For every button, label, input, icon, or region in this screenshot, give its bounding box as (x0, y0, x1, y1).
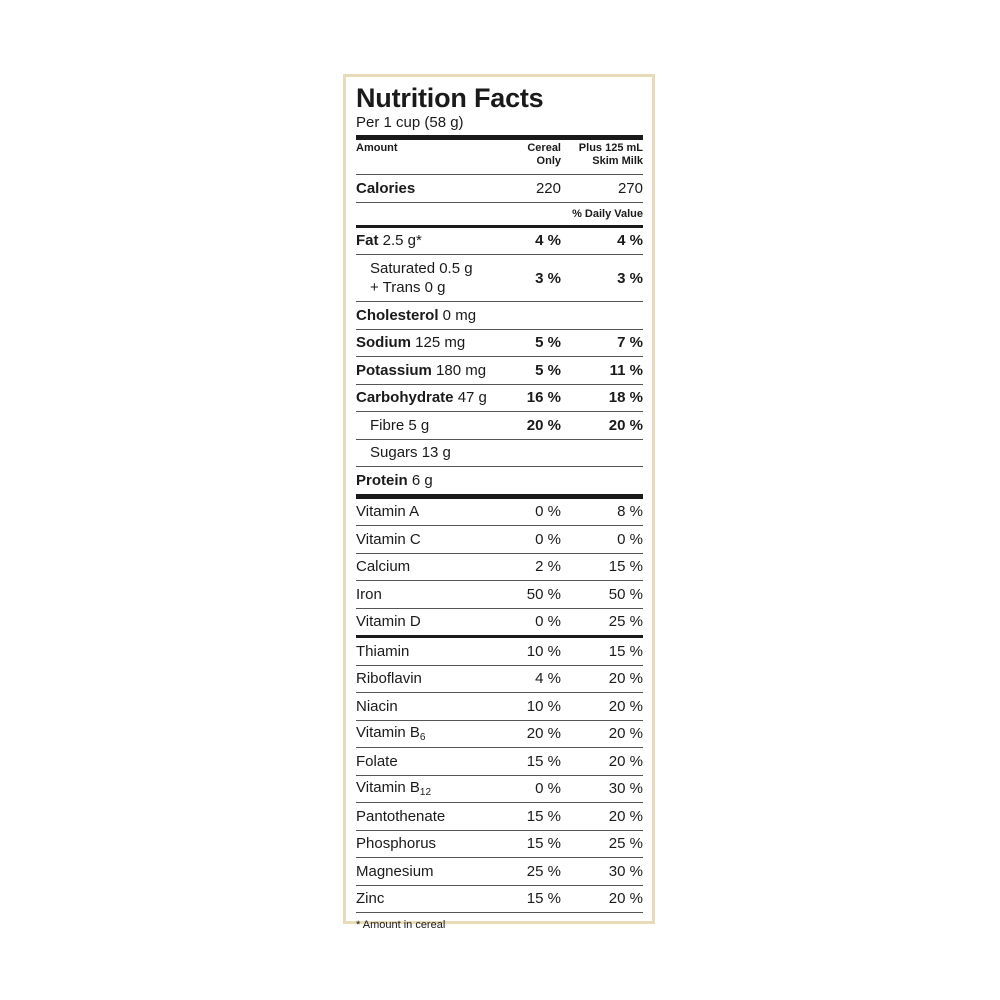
nutrient-row-saturated (356, 255, 643, 301)
dv-cereal: 0 % (535, 530, 561, 548)
nutrient-label: Carbohydrate (356, 389, 454, 407)
nutrient-amount: 2.5 g* (378, 232, 422, 250)
nutrient-name (356, 362, 503, 379)
vitamin-row (356, 776, 643, 803)
nutrient-row-potassium (356, 357, 643, 384)
with-milk-header-line2: Skim Milk (592, 155, 643, 167)
nutrient-name (356, 232, 503, 249)
dv-cereal: 15 % (526, 752, 561, 770)
amount-header: Amount (356, 142, 398, 154)
vitamin-label: Vitamin C (356, 530, 421, 548)
nutrient-label-line2: + Trans 0 g (370, 279, 446, 296)
dv-with-milk: 25 % (608, 835, 643, 853)
vitamin-subscript: 6 (419, 732, 426, 744)
dv-cereal: 0 % (535, 613, 561, 631)
dv-with-milk: 20 % (608, 890, 643, 908)
dv-with-milk: 20 % (608, 807, 643, 825)
vitamin-row (356, 666, 643, 693)
dv-cereal: 15 % (526, 890, 561, 908)
nutrient-amount: 125 mg (411, 334, 466, 352)
nutrient-label: Sodium (356, 334, 411, 352)
nutrient-amount: 0 mg (438, 306, 477, 324)
vitamin-label: Iron (356, 585, 382, 603)
dv-cereal: 10 % (526, 697, 561, 715)
vitamin-row (356, 526, 643, 553)
nutrient-row-sugars (356, 440, 643, 467)
vitamin-subscript: 12 (419, 787, 432, 799)
vitamin-label: Thiamin (356, 642, 410, 660)
vitamin-mineral-list (356, 499, 643, 914)
nutrient-row-fat (356, 228, 643, 255)
vitamin-row (356, 554, 643, 581)
with-milk-header-line1: Plus 125 mL (578, 142, 643, 154)
nutrient-row-protein (356, 467, 643, 494)
nutrition-facts-label (343, 74, 655, 931)
daily-value-label: % Daily Value (572, 207, 643, 220)
label-title: Nutrition Facts (356, 83, 544, 113)
vitamin-name (356, 779, 503, 798)
dv-with-milk: 25 % (608, 613, 643, 631)
vitamin-row (356, 499, 643, 526)
dv-cereal: 5 % (535, 361, 561, 379)
nutrient-row-fibre (356, 412, 643, 439)
nutrient-row-carbohydrate (356, 385, 643, 412)
cereal-only-header-line1: Cereal (527, 142, 561, 154)
vitamin-label: Pantothenate (356, 807, 446, 825)
nutrient-label: Sugars 13 g (370, 444, 451, 462)
dv-cereal: 0 % (535, 780, 561, 798)
dv-cereal: 20 % (526, 416, 561, 434)
vitamin-label: Vitamin D (356, 613, 421, 631)
vitamin-label: Zinc (356, 890, 385, 908)
vitamin-name (356, 531, 503, 548)
vitamin-row (356, 581, 643, 608)
vitamin-name (356, 808, 503, 825)
vitamin-name (356, 698, 503, 715)
vitamin-name (356, 863, 503, 880)
nutrient-amount: 47 g (453, 389, 487, 407)
calories-cereal: 220 (535, 179, 561, 197)
dv-cereal: 15 % (526, 835, 561, 853)
nutrient-label: Protein (356, 471, 408, 489)
serving-size: Per 1 cup (58 g) (356, 114, 464, 131)
vitamin-label: Riboflavin (356, 670, 422, 688)
nutrient-name (356, 307, 503, 324)
calories-with-milk: 270 (617, 179, 643, 197)
dv-cereal: 2 % (535, 558, 561, 576)
dv-with-milk: 15 % (608, 642, 643, 660)
calories-label: Calories (356, 179, 416, 197)
nutrient-amount: 6 g (407, 471, 433, 489)
vitamin-row (356, 886, 643, 913)
cereal-only-header (503, 142, 561, 168)
dv-cereal: 25 % (526, 862, 561, 880)
dv-with-milk: 7 % (617, 334, 643, 352)
vitamin-label: Phosphorus (356, 835, 437, 853)
dv-with-milk: 20 % (608, 725, 643, 743)
nutrient-label-line1: Saturated 0.5 g (370, 260, 473, 277)
vitamin-label: Niacin (356, 697, 398, 715)
vitamin-label: Magnesium (356, 862, 434, 880)
dv-with-milk: 20 % (608, 416, 643, 434)
dv-cereal: 5 % (535, 334, 561, 352)
vitamin-label: Vitamin A (356, 503, 420, 521)
nutrient-row-cholesterol (356, 302, 643, 329)
nutrient-name (356, 259, 503, 297)
nutrient-label: Cholesterol (356, 306, 439, 324)
vitamin-name (356, 558, 503, 575)
dv-with-milk: 0 % (617, 530, 643, 548)
label-content (356, 83, 643, 934)
vitamin-name (356, 503, 503, 520)
dv-cereal: 4 % (535, 670, 561, 688)
dv-with-milk: 18 % (608, 389, 643, 407)
vitamin-name (356, 890, 503, 907)
dv-with-milk: 8 % (617, 503, 643, 521)
vitamin-name (356, 724, 503, 743)
column-header-row (356, 140, 643, 174)
nutrient-amount: 180 mg (431, 361, 487, 379)
vitamin-name (356, 835, 503, 852)
vitamin-label: Calcium (356, 558, 411, 576)
nutrient-name (356, 389, 503, 406)
vitamin-label: Vitamin B (356, 779, 420, 797)
dv-with-milk: 3 % (617, 269, 643, 287)
dv-cereal: 3 % (535, 269, 561, 287)
vitamin-name (356, 643, 503, 660)
vitamin-name (356, 586, 503, 603)
dv-cereal: 4 % (535, 232, 561, 250)
vitamin-name (356, 613, 503, 630)
dv-with-milk: 20 % (608, 670, 643, 688)
nutrient-row-sodium (356, 330, 643, 357)
vitamin-name (356, 670, 503, 687)
footnote: * Amount in cereal (356, 919, 446, 931)
vitamin-row (356, 748, 643, 775)
vitamin-row (356, 638, 643, 665)
nutrient-label: Fat (356, 232, 379, 250)
vitamin-label: Folate (356, 752, 398, 770)
dv-cereal: 50 % (526, 585, 561, 603)
dv-with-milk: 30 % (608, 780, 643, 798)
vitamin-row (356, 693, 643, 720)
dv-cereal: 16 % (526, 389, 561, 407)
dv-with-milk: 15 % (608, 558, 643, 576)
nutrient-label: Potassium (356, 361, 432, 379)
cereal-only-header-line2: Only (536, 155, 561, 167)
with-milk-header (561, 142, 643, 168)
dv-with-milk: 4 % (617, 232, 643, 250)
vitamin-row (356, 609, 643, 636)
dv-cereal: 0 % (535, 503, 561, 521)
vitamin-row (356, 803, 643, 830)
nutrient-label: Fibre 5 g (370, 416, 430, 434)
dv-with-milk: 11 % (609, 361, 643, 379)
dv-with-milk: 30 % (608, 862, 643, 880)
dv-cereal: 10 % (526, 642, 561, 660)
dv-cereal: 15 % (526, 807, 561, 825)
vitamin-label: Vitamin B (356, 724, 420, 742)
vitamin-row (356, 721, 643, 748)
dv-with-milk: 20 % (608, 697, 643, 715)
vitamin-name (356, 753, 503, 770)
nutrient-name (356, 472, 503, 489)
dv-with-milk: 50 % (608, 585, 643, 603)
vitamin-row (356, 831, 643, 858)
nutrient-name (356, 334, 503, 351)
calories-row (356, 175, 643, 202)
vitamin-row (356, 858, 643, 885)
dv-cereal: 20 % (526, 725, 561, 743)
dv-with-milk: 20 % (608, 752, 643, 770)
